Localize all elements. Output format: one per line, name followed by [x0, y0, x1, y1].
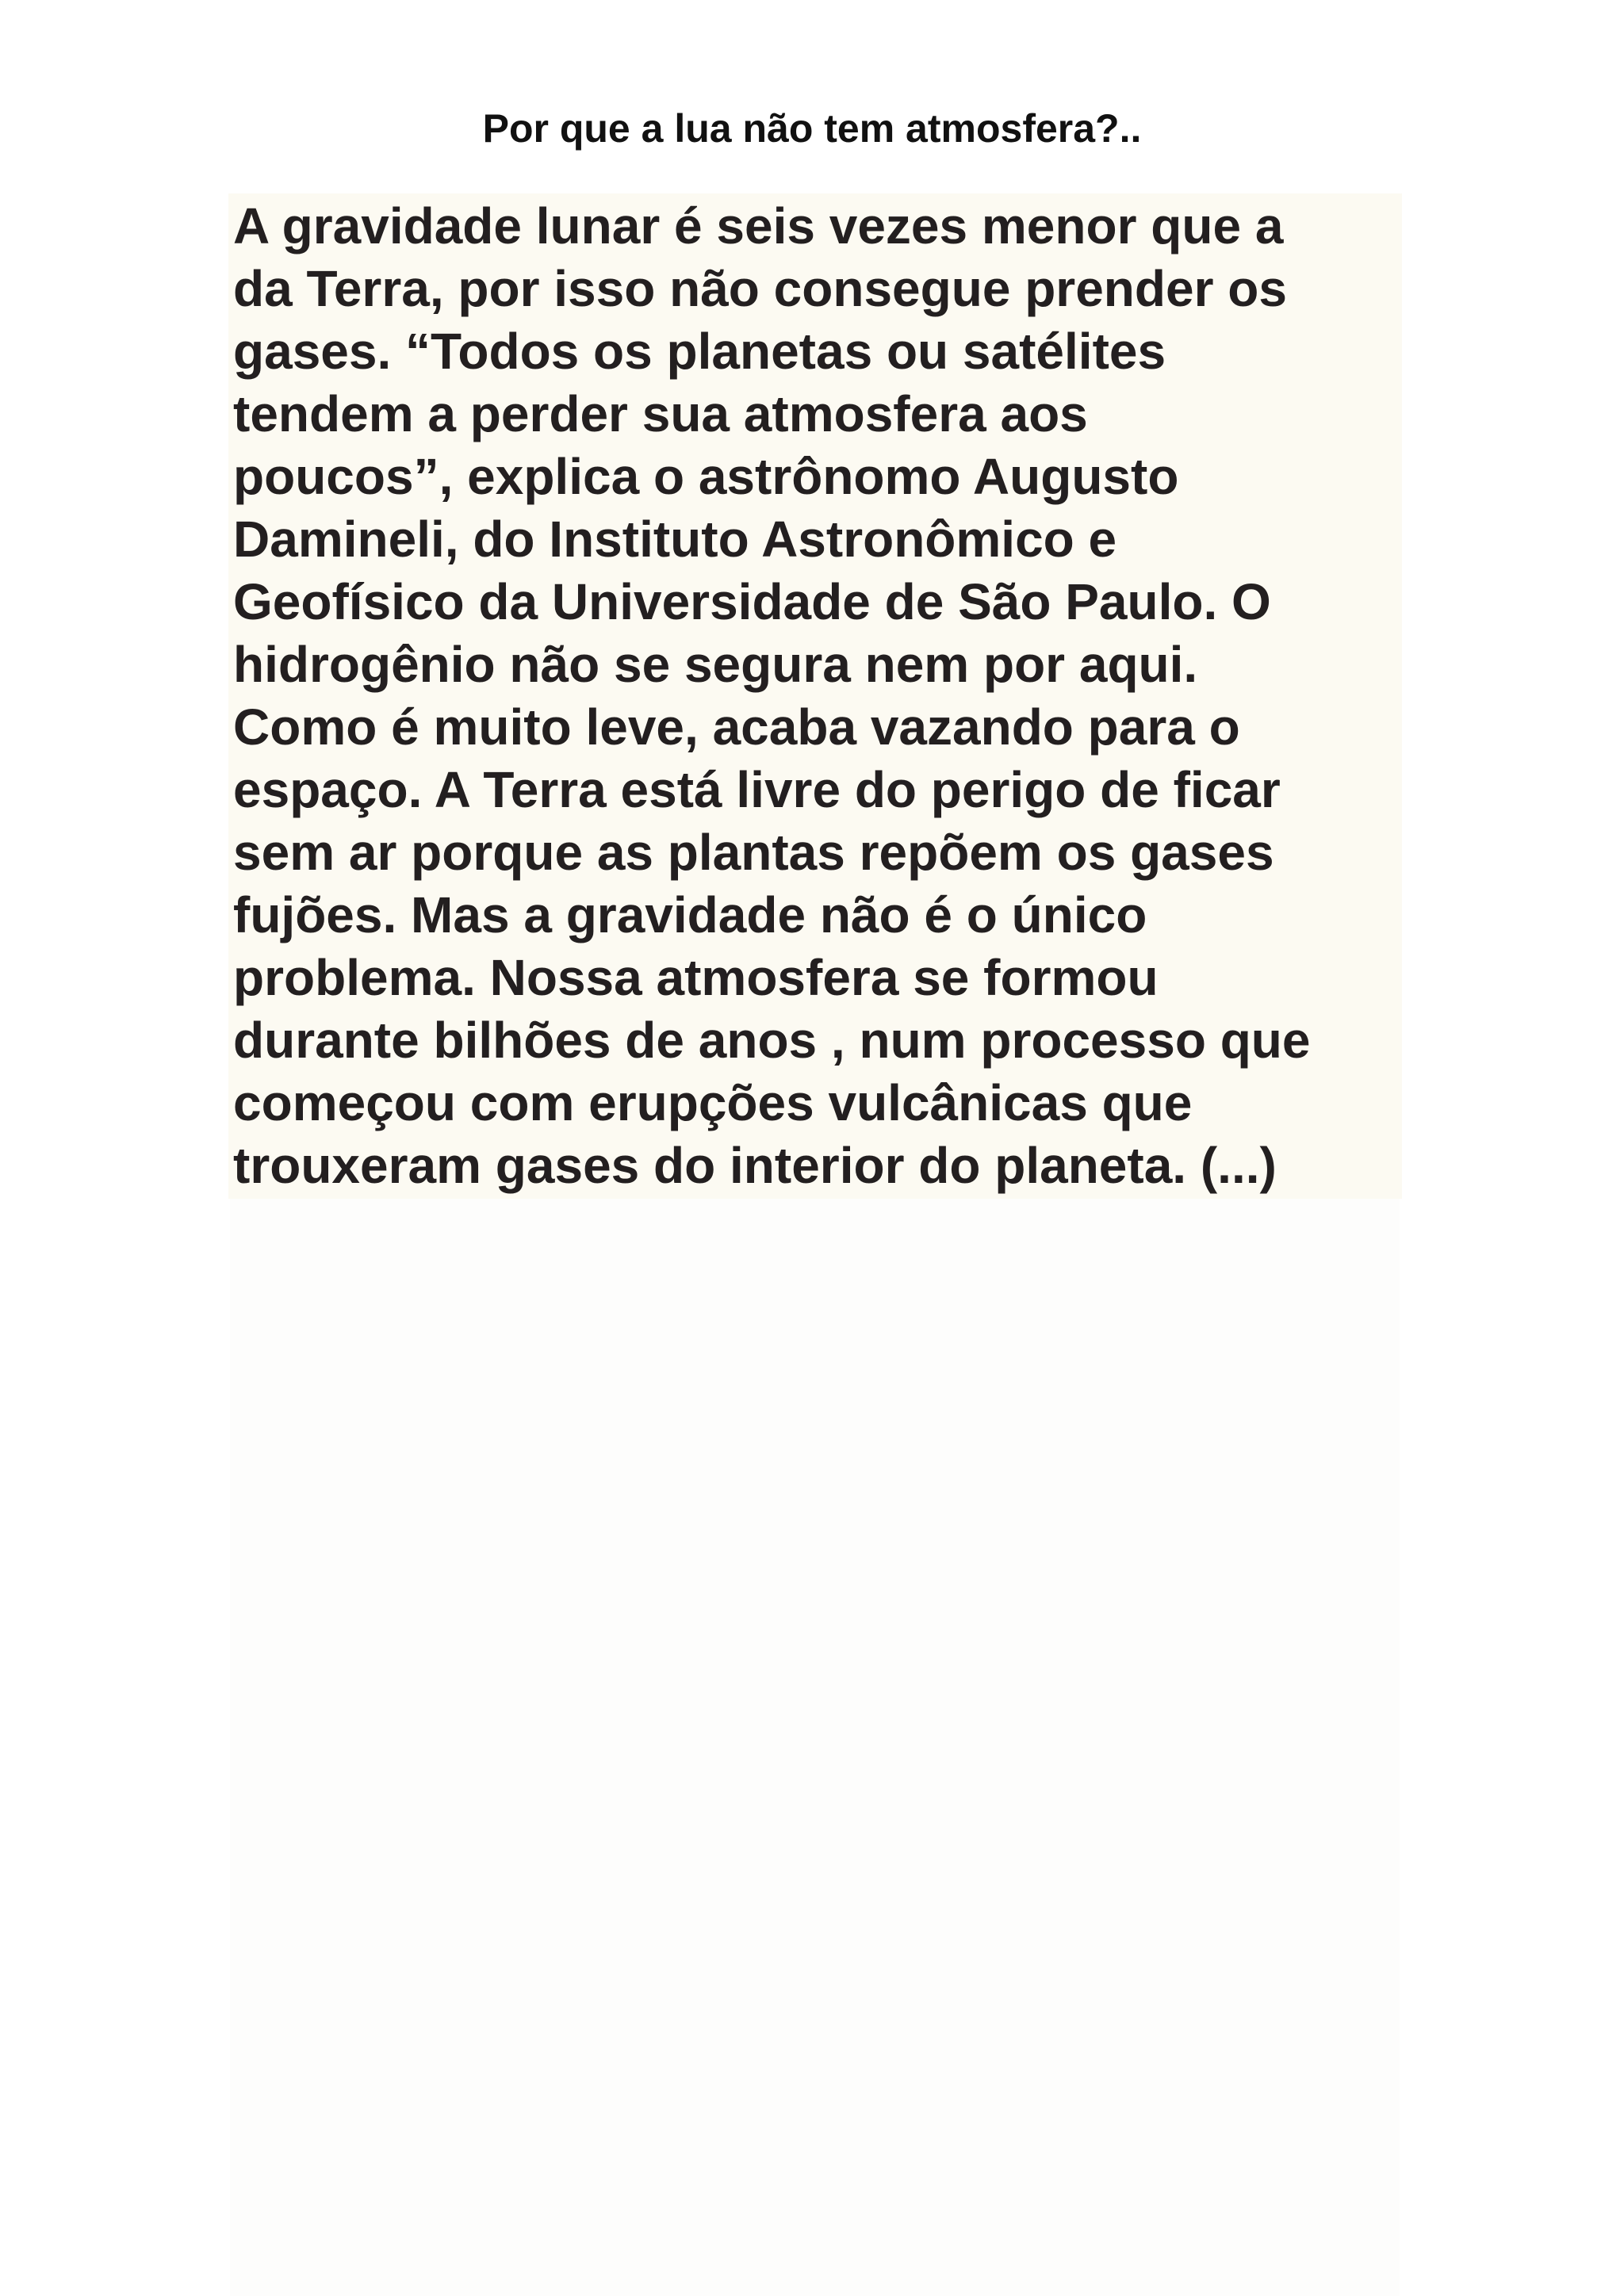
text-line: Damineli, do Instituto Astronômico e [233, 511, 1117, 568]
background-column [230, 1197, 1400, 2296]
article-text [233, 195, 1310, 1197]
text-line: poucos”, explica o astrônomo Augusto [233, 448, 1179, 505]
text-line: da Terra, por isso não consegue prender os [233, 260, 1287, 317]
text-line: começou com erupções vulcânicas que [233, 1074, 1193, 1131]
text-line: hidrogênio não se segura nem por aqui. [233, 636, 1198, 693]
text-line: A gravidade lunar é seis vezes menor que a [233, 197, 1284, 254]
text-line: durante bilhões de anos , num processo que [233, 1012, 1311, 1069]
text-line: espaço. A Terra está livre do perigo de ficar [233, 761, 1281, 818]
page-title: Por que a lua não tem atmosfera?.. [482, 106, 1142, 151]
text-line: fujões. Mas a gravidade não é o único [233, 886, 1147, 943]
article-text-block [228, 193, 1402, 1199]
text-line: problema. Nossa atmosfera se formou [233, 949, 1159, 1006]
text-line: tendem a perder sua atmosfera aos [233, 385, 1088, 442]
text-line: trouxeram gases do interior do planeta. (...) [233, 1137, 1277, 1194]
text-line: sem ar porque as plantas repõem os gases [233, 824, 1274, 881]
text-line: Geofísico da Universidade de São Paulo. O [233, 573, 1271, 630]
text-line: gases. “Todos os planetas ou satélites [233, 323, 1166, 380]
text-line: Como é muito leve, acaba vazando para o [233, 698, 1240, 756]
